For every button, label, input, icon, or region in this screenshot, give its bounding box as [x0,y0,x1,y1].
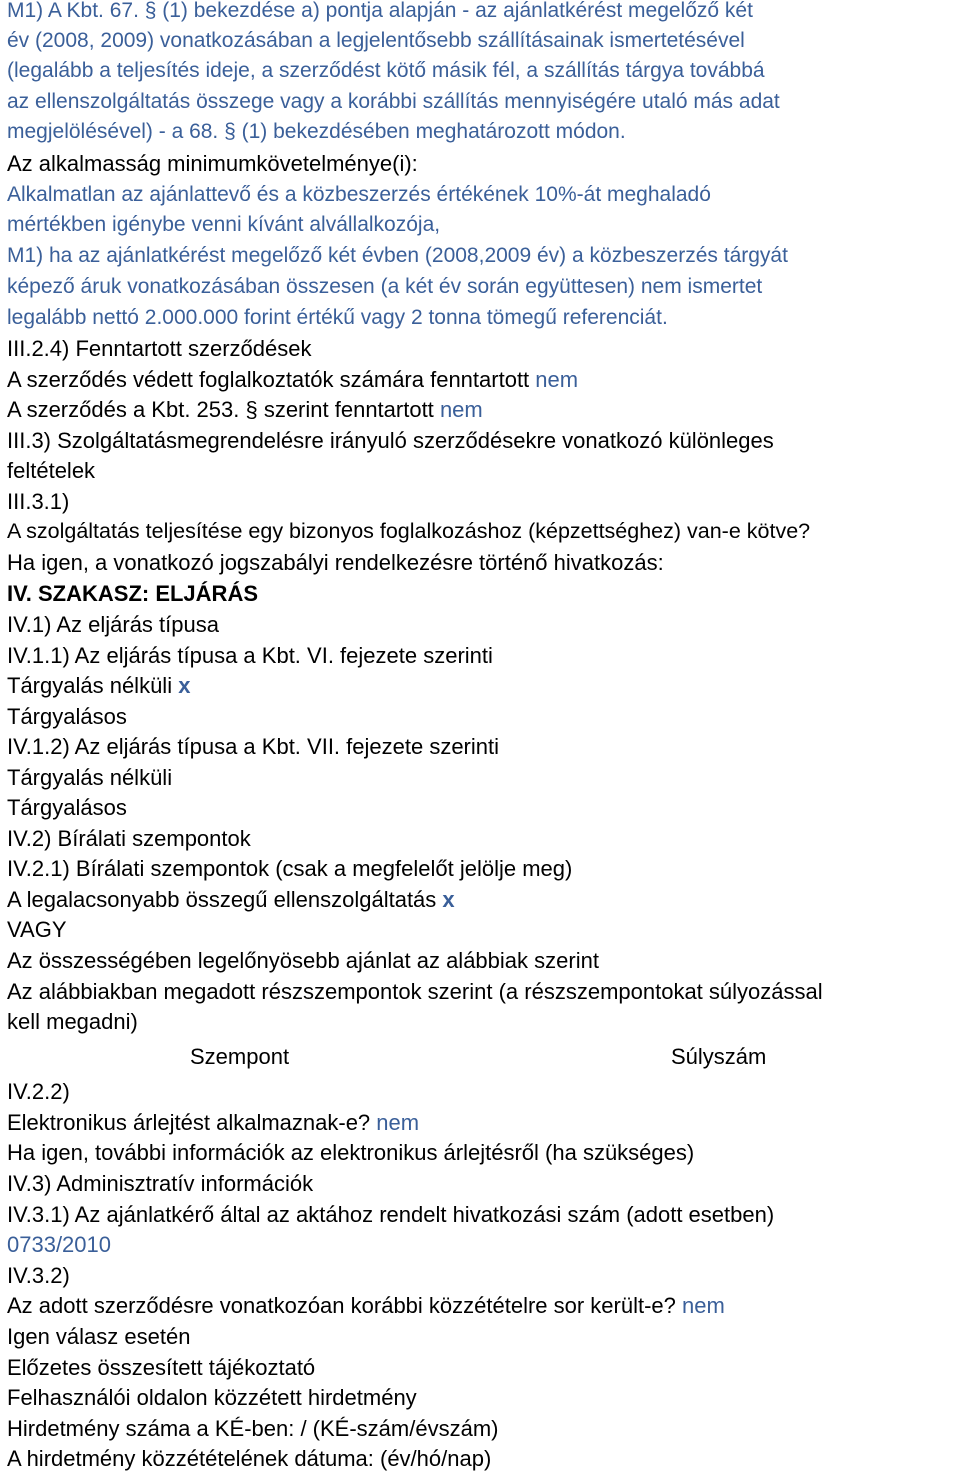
ke-number: Hirdetmény száma a KÉ-ben: / (KÉ-szám/évszám) [7,1416,499,1441]
protected-employment-label: A szerződés védett foglalkoztatók számára fenntartott [7,367,530,392]
section-4-1: IV.1) Az eljárás típusa [7,612,219,637]
vi-negotiated: Tárgyalásos [7,704,127,729]
section-4-1-1: IV.1.1) Az eljárás típusa a Kbt. VI. fejezete szerinti [7,643,493,668]
kbt-253-label: A szerződés a Kbt. 253. § szerint fenntartott [7,397,434,422]
e-auction-label: Elektronikus árlejtést alkalmaznak-e? [7,1110,371,1135]
protected-employment-row [7,369,578,391]
vii-no-negotiation: Tárgyalás nélküli [7,765,173,790]
section-4-3-1: IV.3.1) Az ajánlatkérő által az aktához rendelt hivatkozási szám (adott esetben) [7,1202,775,1227]
section-4-2-2: IV.2.2) [7,1079,70,1104]
buyer-profile-notice: Felhasználói oldalon közzétett hirdetmény [7,1385,417,1410]
intro-line-4: az ellenszolgáltatás összege vagy a korábbi szállítás mennyiségére utaló más adat [7,90,780,113]
unsuitable-line-4: képező áruk vonatkozásában összesen (a két év során együttesen) nem ismertet [7,275,763,298]
section-4-1-2: IV.1.2) Az eljárás típusa a Kbt. VII. fejezete szerinti [7,734,500,759]
min-requirements-label: Az alkalmasság minimumkövetelménye(i): [7,151,418,176]
e-auction-info: Ha igen, további információk az elektronikus árlejtésről (ha szükséges) [7,1140,695,1165]
intro-line-2: év (2008, 2009) vonatkozásában a legjelentősebb szállításainak ismertetésével [7,29,745,52]
protected-employment-value: nem [535,367,579,392]
vi-no-negotiation-row [7,675,190,697]
lowest-price-row [7,889,455,911]
section-4-3-2: IV.3.2) [7,1263,70,1288]
or-label: VAGY [7,917,67,942]
section-3-3-line-1: III.3) Szolgáltatásmegrendelésre irányuló szerződésekre vonatkozó különleges [7,428,774,453]
prior-publication-row [7,1295,725,1317]
vi-no-negotiation-label: Tárgyalás nélküli [7,673,173,698]
e-auction-row [7,1112,419,1134]
unsuitable-line-3: M1) ha az ajánlatkérést megelőző két évben (2008,2009 év) a közbeszerzés tárgyát [7,244,788,267]
vii-negotiated: Tárgyalásos [7,795,127,820]
prior-publication-label: Az adott szerződésre vonatkozóan korábbi közzétételre sor került-e? [7,1293,676,1318]
prior-publication-value: nem [682,1293,725,1318]
section-3-2-4: III.2.4) Fenntartott szerződések [7,336,312,361]
section-iv-heading: IV. SZAKASZ: ELJÁRÁS [7,581,259,606]
intro-line-3: (legalább a teljesítés ideje, a szerződést kötő másik fél, a szállítás tárgya továbbá [7,59,765,82]
sub-criteria-line-1: Az alábbiakban megadott részszempontok szerint (a részszempontokat súlyozással [7,979,823,1004]
service-profession-question: A szolgáltatás teljesítése egy bizonyos foglalkozáshoz (képzettséghez) van-e kötve? [7,519,811,543]
criteria-header-weight: Súlyszám [671,1044,767,1069]
criteria-header-criterion: Szempont [190,1044,290,1069]
most-advantageous: Az összességében legelőnyösebb ajánlat az alábbiak szerint [7,948,599,973]
intro-line-1: M1) A Kbt. 67. § (1) bekezdése a) pontja alapján - az ajánlatkérést megelőző két [7,0,753,22]
sub-criteria-line-2: kell megadni) [7,1009,138,1034]
lowest-price-label: A legalacsonyabb összegű ellenszolgáltatás [7,887,437,912]
section-4-2: IV.2) Bírálati szempontok [7,826,251,851]
prior-info-notice: Előzetes összesített tájékoztató [7,1355,316,1380]
legal-reference: Ha igen, a vonatkozó jogszabályi rendelkezésre történő hivatkozás: [7,550,664,575]
lowest-price-mark: x [442,887,455,912]
unsuitable-line-5: legalább nettó 2.000.000 forint értékű vagy 2 tonna tömegű referenciát. [7,306,668,329]
reference-number: 0733/2010 [7,1232,111,1257]
section-4-3: IV.3) Adminisztratív információk [7,1171,314,1196]
section-3-3-line-2: feltételek [7,458,96,483]
unsuitable-line-1: Alkalmatlan az ajánlattevő és a közbeszerzés értékének 10%-át meghaladó [7,183,711,206]
unsuitable-line-2: mértékben igénybe venni kívánt alvállalkozója, [7,213,441,236]
publication-date: A hirdetmény közzétételének dátuma: (év/hó/nap) [7,1446,492,1471]
vi-no-negotiation-mark: x [178,673,191,698]
e-auction-value: nem [376,1110,420,1135]
kbt-253-row [7,399,483,421]
kbt-253-value: nem [439,397,483,422]
section-3-3-1: III.3.1) [7,489,70,514]
if-yes-label: Igen válasz esetén [7,1324,191,1349]
section-4-2-1: IV.2.1) Bírálati szempontok (csak a megfelelőt jelölje meg) [7,856,573,881]
intro-line-5: megjelölésével) - a 68. § (1) bekezdésében meghatározott módon. [7,120,626,143]
